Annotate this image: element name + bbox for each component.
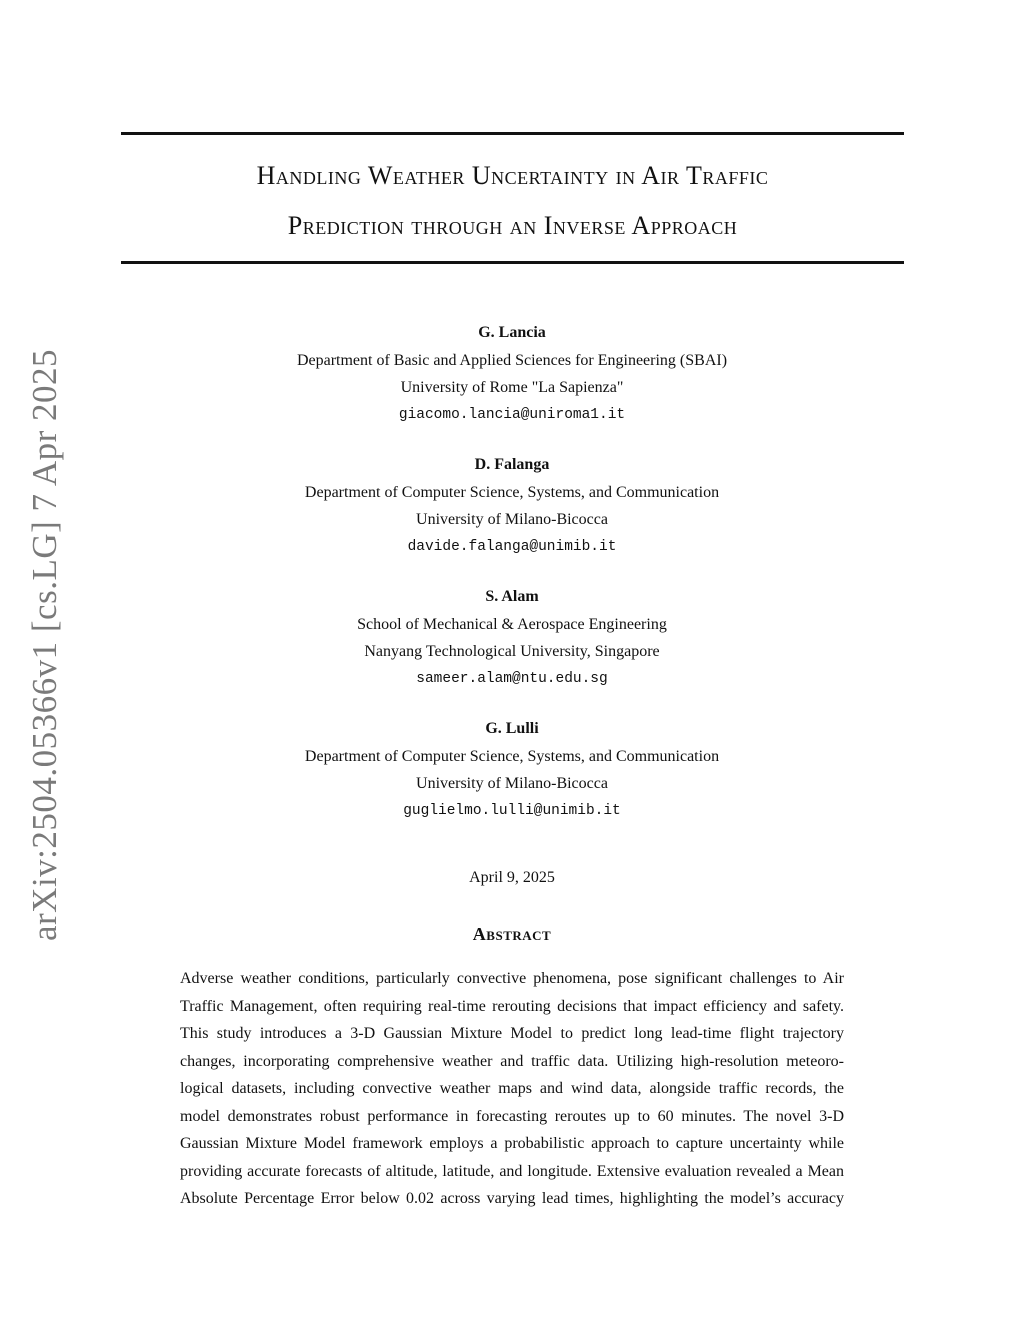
paper-title-line-1: Handling Weather Uncertainty in Air Traffic xyxy=(256,161,769,190)
title-bottom-rule xyxy=(121,261,904,264)
abstract-line: Traffic Management, often requiring real-time rerouting decisions that impact efficiency and safety. xyxy=(180,997,844,1015)
author-institution: University of Milano-Bicocca xyxy=(416,511,608,528)
abstract-line: This study introduces a 3-D Gaussian Mixture Model to predict long lead-time flight trajectory xyxy=(180,1025,844,1042)
author-name: G. Lancia xyxy=(478,324,546,341)
author-email-link[interactable]: davide.falanga@unimib.it xyxy=(407,538,617,555)
author-affiliation: Department of Computer Science, Systems, and Communication xyxy=(304,747,720,765)
abstract-line: Adverse weather conditions, particularly convective phenomena, pose significant challenges to Air xyxy=(180,970,844,987)
publication-date: April 9, 2025 xyxy=(469,869,555,886)
author-institution: University of Rome "La Sapienza" xyxy=(400,379,624,396)
author-block-falanga xyxy=(200,451,824,561)
author-institution: University of Milano-Bicocca xyxy=(416,775,608,792)
author-block-lulli xyxy=(200,715,824,825)
author-email-link[interactable]: guglielmo.lulli@unimib.it xyxy=(403,802,621,819)
author-name: G. Lulli xyxy=(485,720,539,737)
author-affiliation: School of Mechanical & Aerospace Engineering xyxy=(357,615,667,633)
abstract-line: Absolute Percentage Error below 0.02 across varying lead times, highlighting the model’s accuracy xyxy=(180,1190,844,1207)
author-block-lancia xyxy=(200,319,824,429)
author-affiliation: Department of Basic and Applied Sciences for Engineering (SBAI) xyxy=(296,351,728,369)
author-affiliation: Department of Computer Science, Systems, and Communication xyxy=(304,483,720,501)
title-top-rule xyxy=(121,132,904,135)
abstract-heading: Abstract xyxy=(472,924,552,944)
paper-title-line-2: Prediction through an Inverse Approach xyxy=(287,211,738,240)
author-email-link[interactable]: sameer.alam@ntu.edu.sg xyxy=(416,670,608,687)
abstract-line: model demonstrates robust performance in forecasting reroutes up to 60 minutes. The novel 3-D xyxy=(180,1107,844,1125)
author-name: D. Falanga xyxy=(474,456,550,473)
arxiv-identifier-stamp: arXiv:2504.05366v1 [cs.LG] 7 Apr 2025 xyxy=(25,348,64,942)
abstract-body xyxy=(180,965,844,1213)
author-name: S. Alam xyxy=(485,588,539,605)
abstract-line: logical datasets, including convective weather maps and wind data, alongside traffic records, the xyxy=(180,1080,844,1097)
author-email-link[interactable]: giacomo.lancia@uniroma1.it xyxy=(398,406,626,423)
abstract-line: providing accurate forecasts of altitude, latitude, and longitude. Extensive evaluation revealed a Mean xyxy=(180,1162,844,1180)
abstract-line: Gaussian Mixture Model framework employs a probabilistic approach to capture uncertainty while xyxy=(180,1135,844,1152)
abstract-line: changes, incorporating comprehensive weather and traffic data. Utilizing high-resolution meteoro- xyxy=(180,1052,844,1070)
author-institution: Nanyang Technological University, Singapore xyxy=(364,643,660,660)
author-block-alam xyxy=(200,583,824,693)
